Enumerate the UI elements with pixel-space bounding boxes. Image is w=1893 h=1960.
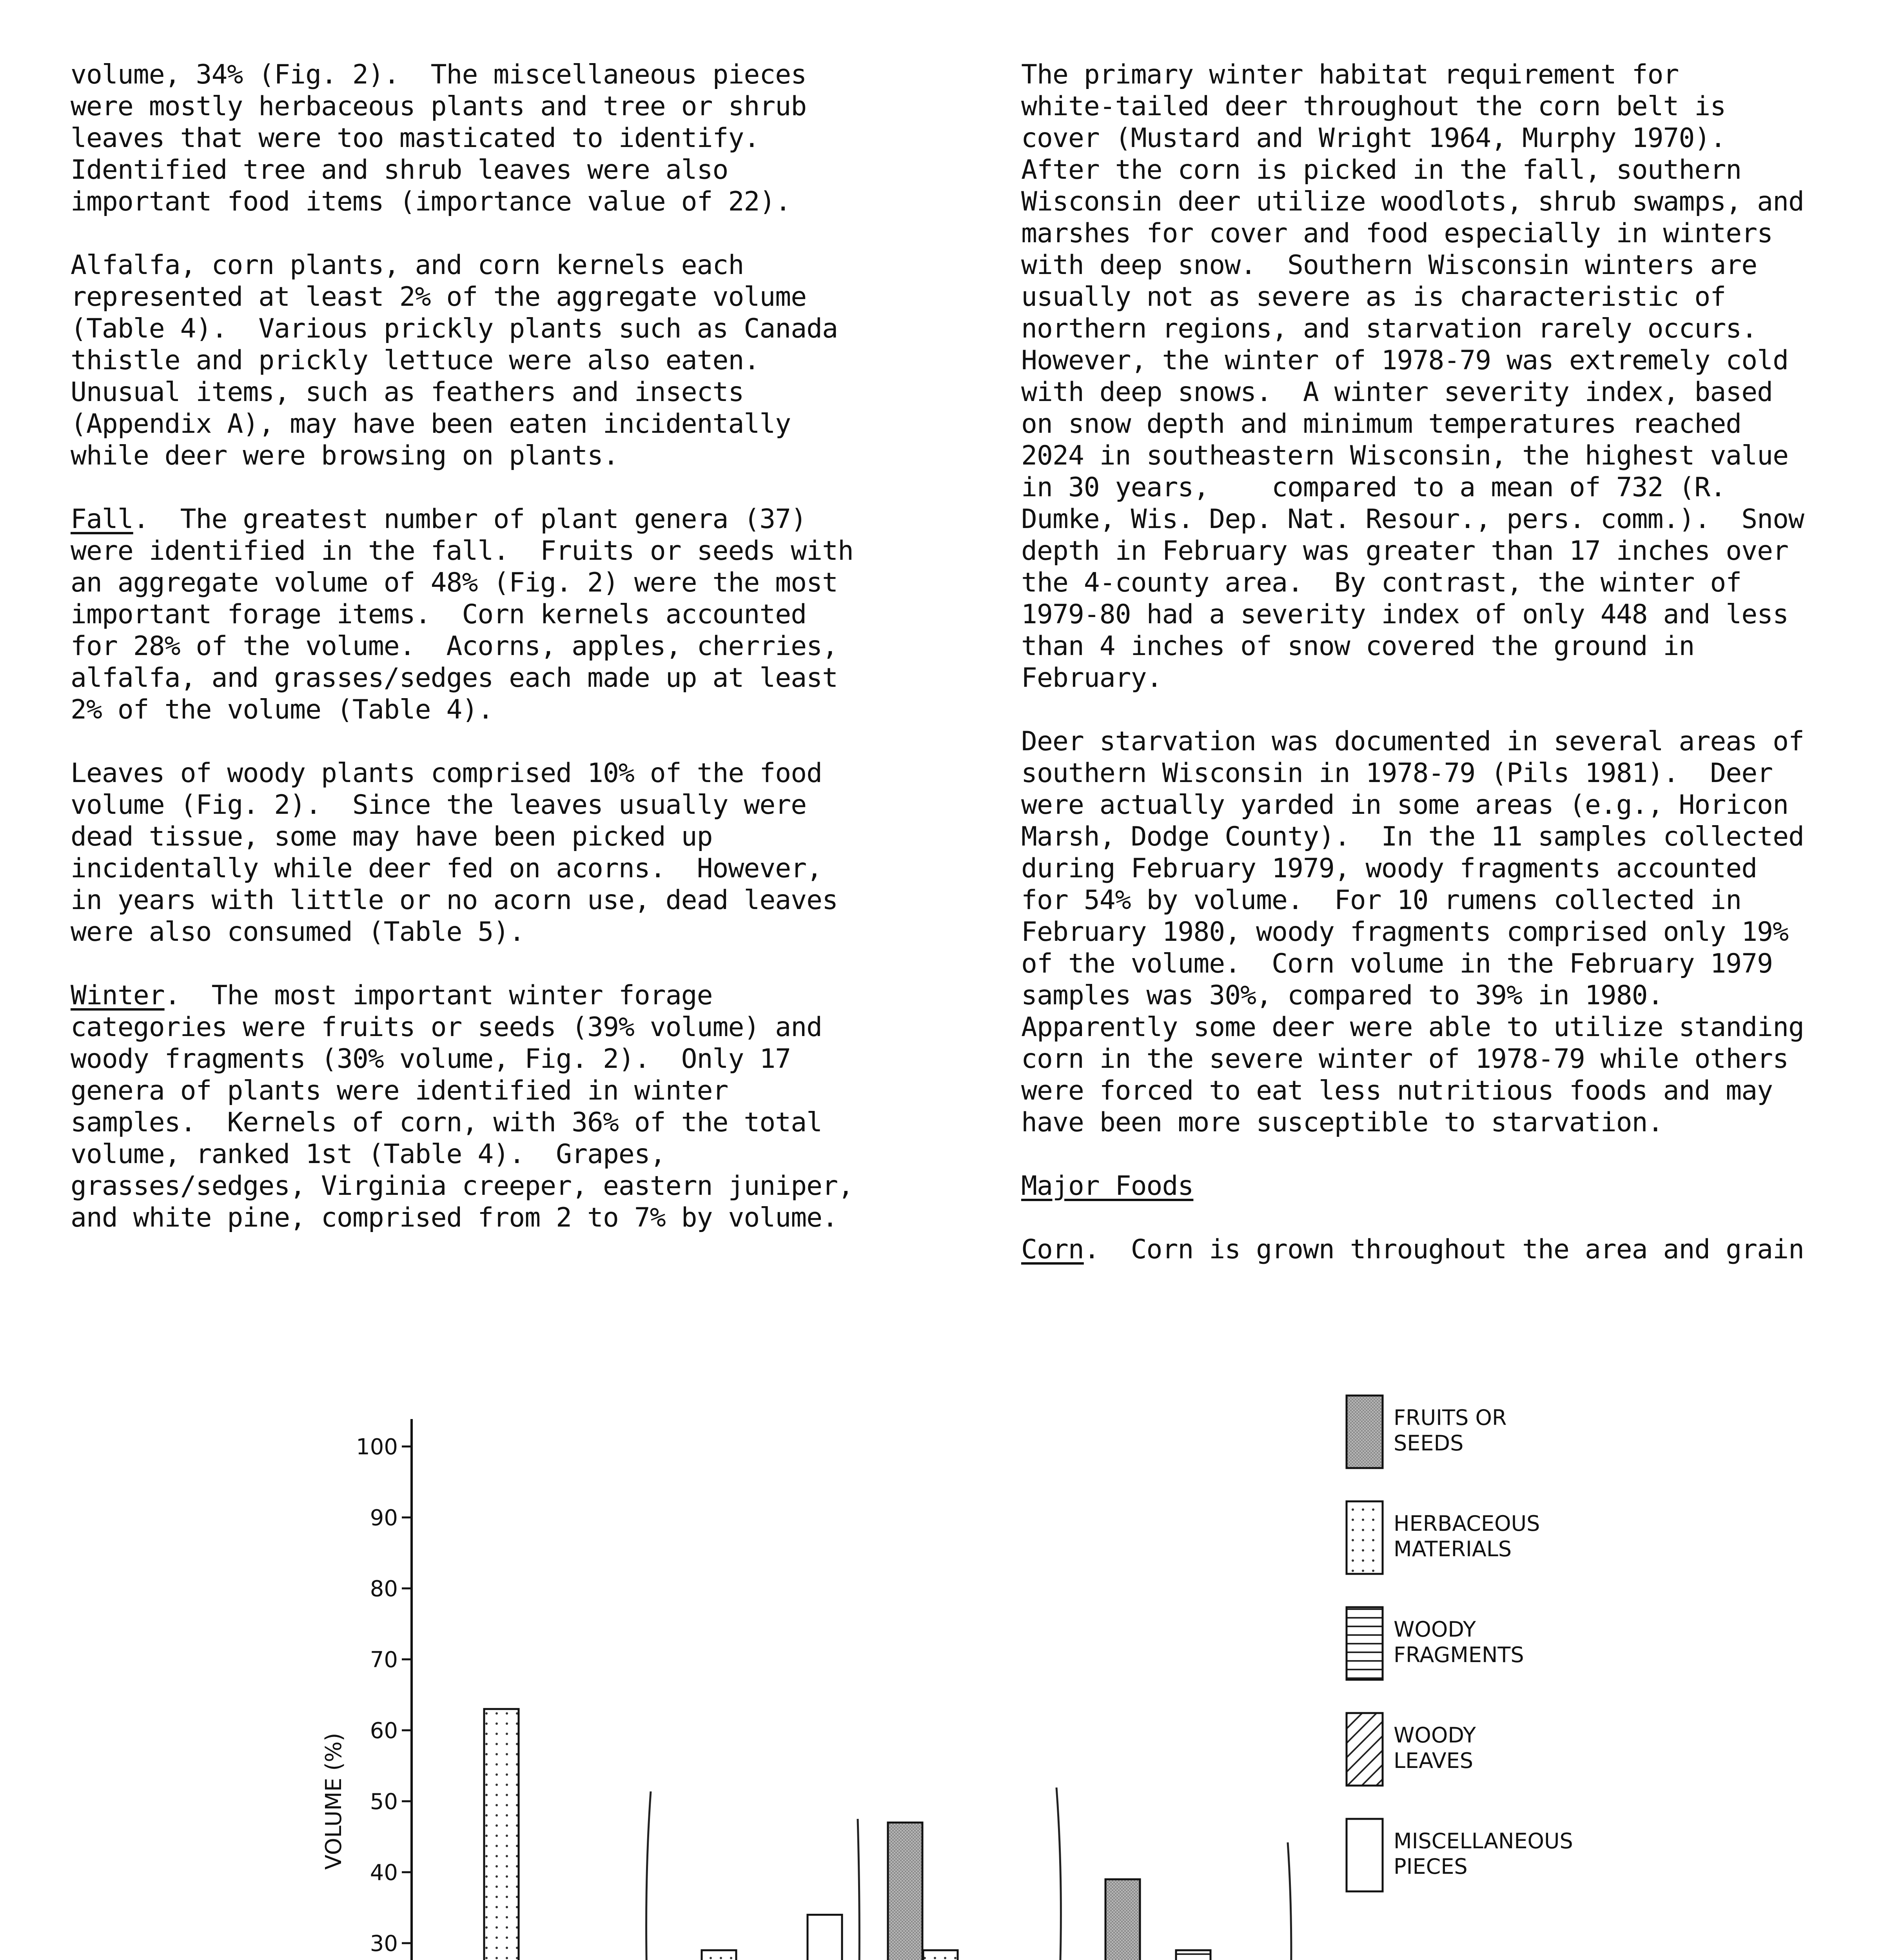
text-line: woody fragments (30% volume, Fig. 2). Only 17 — [71, 1044, 791, 1074]
y-tick-label: 100 — [356, 1434, 398, 1460]
text-line: and white pine, comprised from 2 to 7% by volume. — [71, 1202, 838, 1233]
right-column — [1021, 59, 1844, 1297]
legend-label: HERBACEOUS — [1394, 1511, 1540, 1536]
legend-label: MATERIALS — [1394, 1537, 1512, 1561]
y-tick-label: 70 — [370, 1647, 398, 1673]
text-line: while deer were browsing on plants. — [71, 440, 619, 471]
y-tick-label: 30 — [370, 1931, 398, 1956]
text-line: were mostly herbaceous plants and tree or shrub — [71, 91, 807, 122]
text-line: than 4 inches of snow covered the ground in — [1021, 631, 1695, 662]
text-line: volume, 34% (Fig. 2). The miscellaneous pieces — [71, 59, 807, 90]
text-line: (Appendix A), may have been eaten incidentally — [71, 408, 791, 439]
text-line: Identified tree and shrub leaves were also — [71, 154, 728, 185]
right-paragraph-2 — [1021, 726, 1844, 1138]
text-line: However, the winter of 1978-79 was extremely cold — [1021, 345, 1789, 376]
text-line: Deer starvation was documented in several areas of — [1021, 726, 1804, 757]
chart-bars — [449, 1709, 1281, 1960]
text-line: Wisconsin deer utilize woodlots, shrub swamps, and — [1021, 186, 1804, 217]
text-line: 1979-80 had a severity index of only 448 and less — [1021, 599, 1789, 630]
text-line: Apparently some deer were able to utilize standing — [1021, 1012, 1804, 1043]
y-axis-label: VOLUME (%) — [321, 1733, 347, 1870]
text-line: have been more susceptible to starvation. — [1021, 1107, 1663, 1138]
chart-axes — [402, 1419, 1592, 1960]
text-line: of the volume. Corn volume in the February 1979 — [1021, 948, 1773, 979]
text-line: corn in the severe winter of 1978-79 while others — [1021, 1044, 1789, 1074]
text-line: in 30 years, compared to a mean of 732 (R. — [1021, 472, 1726, 503]
bar-dots-spring — [484, 1709, 519, 1960]
left-paragraph-4 — [71, 757, 894, 948]
text-line: were forced to eat less nutritious foods and may — [1021, 1075, 1773, 1106]
text-line: were identified in the fall. Fruits or seeds with — [71, 535, 853, 566]
major-foods-heading: Major Foods — [1021, 1171, 1194, 1201]
left-paragraph-1 — [71, 59, 894, 218]
left-paragraph-winter — [71, 980, 894, 1234]
y-tick-label: 40 — [370, 1860, 398, 1886]
text-line: with deep snows. A winter severity index, based — [1021, 377, 1773, 408]
text-line: Marsh, Dodge County). In the 11 samples collected — [1021, 821, 1804, 852]
figure-2 — [298, 1372, 1631, 1960]
major-foods-section — [1021, 1170, 1844, 1202]
legend-swatch-hlines — [1347, 1607, 1383, 1680]
text-line: thistle and prickly lettuce were also eaten. — [71, 345, 760, 376]
text-line: incidentally while deer fed on acorns. However, — [71, 853, 822, 884]
bar-hlines-winter — [1176, 1950, 1211, 1960]
text-line: the 4-county area. By contrast, the winter of — [1021, 567, 1742, 598]
text-line: categories were fruits or seeds (39% volume) and — [71, 1012, 822, 1043]
left-paragraph-2 — [71, 249, 894, 472]
text-line: (Table 4). Various prickly plants such as Canada — [71, 313, 838, 344]
corn-first-line: . Corn is grown throughout the area and grain — [1084, 1234, 1804, 1265]
legend-label: WOODY — [1394, 1723, 1476, 1748]
text-line: volume (Fig. 2). Since the leaves usually were — [71, 789, 807, 820]
left-paragraph-fall — [71, 503, 894, 726]
legend-swatch-none — [1347, 1819, 1383, 1891]
text-line: genera of plants were identified in winter — [71, 1075, 728, 1106]
text-line: for 54% by volume. For 10 rumens collected in — [1021, 885, 1742, 916]
fall-heading: Fall — [71, 504, 133, 535]
text-line: marshes for cover and food especially in winters — [1021, 218, 1773, 249]
text-line: cover (Mustard and Wright 1964, Murphy 1970). — [1021, 123, 1726, 154]
y-tick-label: 80 — [370, 1576, 398, 1602]
legend-label: LEAVES — [1394, 1748, 1474, 1773]
text-line: represented at least 2% of the aggregate volume — [71, 281, 807, 312]
text-line: depth in February was greater than 17 inches over — [1021, 535, 1789, 566]
text-line: 2024 in southeastern Wisconsin, the highest value — [1021, 440, 1789, 471]
left-column — [71, 59, 894, 1265]
winter-body — [71, 1011, 894, 1234]
text-line: Alfalfa, corn plants, and corn kernels each — [71, 250, 744, 281]
text-line: 2% of the volume (Table 4). — [71, 694, 494, 725]
text-line: with deep snow. Southern Wisconsin winters are — [1021, 250, 1757, 281]
text-line: white-tailed deer throughout the corn belt is — [1021, 91, 1726, 122]
right-paragraph-corn — [1021, 1234, 1844, 1265]
text-line: important food items (importance value of 22). — [71, 186, 791, 217]
text-line: northern regions, and starvation rarely occurs. — [1021, 313, 1757, 344]
text-line: Unusual items, such as feathers and insects — [71, 377, 744, 408]
text-line: Dumke, Wis. Dep. Nat. Resour., pers. comm.). Snow — [1021, 504, 1804, 535]
chart-legend — [1347, 1396, 1573, 1891]
y-tick-label: 50 — [370, 1789, 398, 1815]
text-line: for 28% of the volume. Acorns, apples, cherries, — [71, 631, 838, 662]
text-line: usually not as severe as is characteristic of — [1021, 281, 1726, 312]
text-line: samples. Kernels of corn, with 36% of the total — [71, 1107, 822, 1138]
text-line: After the corn is picked in the fall, southern — [1021, 154, 1742, 185]
legend-label: WOODY — [1394, 1617, 1476, 1642]
text-line: alfalfa, and grasses/sedges each made up at least — [71, 662, 838, 693]
fall-body — [71, 535, 894, 726]
text-line: dead tissue, some may have been picked up — [71, 821, 713, 852]
corn-heading: Corn — [1021, 1234, 1084, 1265]
text-line: The primary winter habitat requirement for — [1021, 59, 1679, 90]
text-line: were also consumed (Table 5). — [71, 916, 525, 947]
bar-chart — [298, 1372, 1631, 1960]
winter-heading: Winter — [71, 980, 165, 1011]
legend-swatch-diag — [1347, 1713, 1383, 1786]
text-line: Leaves of woody plants comprised 10% of the food — [71, 758, 822, 789]
text-line: grasses/sedges, Virginia creeper, eastern juniper, — [71, 1171, 853, 1201]
text-line: were actually yarded in some areas (e.g., Horicon — [1021, 789, 1789, 820]
legend-swatch-dense — [1347, 1396, 1383, 1468]
bar-dots-fall — [923, 1950, 958, 1960]
text-line: February. — [1021, 662, 1162, 693]
fall-first-line: . The greatest number of plant genera (37) — [133, 504, 807, 535]
right-paragraph-1 — [1021, 59, 1844, 694]
text-line: February 1980, woody fragments comprised only 19% — [1021, 916, 1789, 947]
text-line: important forage items. Corn kernels accounted — [71, 599, 807, 630]
legend-swatch-dots — [1347, 1501, 1383, 1574]
chart-labels — [321, 1434, 1235, 1960]
text-line: during February 1979, woody fragments accounted — [1021, 853, 1757, 884]
text-line: an aggregate volume of 48% (Fig. 2) were the most — [71, 567, 838, 598]
bar-dense-winter — [1105, 1879, 1140, 1960]
legend-label: MISCELLANEOUS — [1394, 1829, 1573, 1853]
bar-dense-fall — [888, 1822, 922, 1960]
text-line: leaves that were too masticated to identify. — [71, 123, 760, 154]
winter-first-line: . The most important winter forage — [164, 980, 713, 1011]
text-line: volume, ranked 1st (Table 4). Grapes, — [71, 1139, 666, 1170]
legend-label: PIECES — [1394, 1854, 1468, 1879]
legend-label: FRUITS OR — [1394, 1405, 1507, 1430]
text-line: southern Wisconsin in 1978-79 (Pils 1981). Deer — [1021, 758, 1773, 789]
legend-label: FRAGMENTS — [1394, 1642, 1524, 1667]
text-line: samples was 30%, compared to 39% in 1980. — [1021, 980, 1663, 1011]
y-tick-label: 60 — [370, 1718, 398, 1744]
text-line: on snow depth and minimum temperatures reached — [1021, 408, 1742, 439]
legend-label: SEEDS — [1394, 1431, 1464, 1455]
y-tick-label: 90 — [370, 1505, 398, 1531]
axis-break-marks — [642, 1788, 1292, 1960]
bar-none-summer — [808, 1915, 842, 1960]
text-line: in years with little or no acorn use, dead leaves — [71, 885, 838, 916]
bar-dots-summer — [702, 1950, 736, 1960]
